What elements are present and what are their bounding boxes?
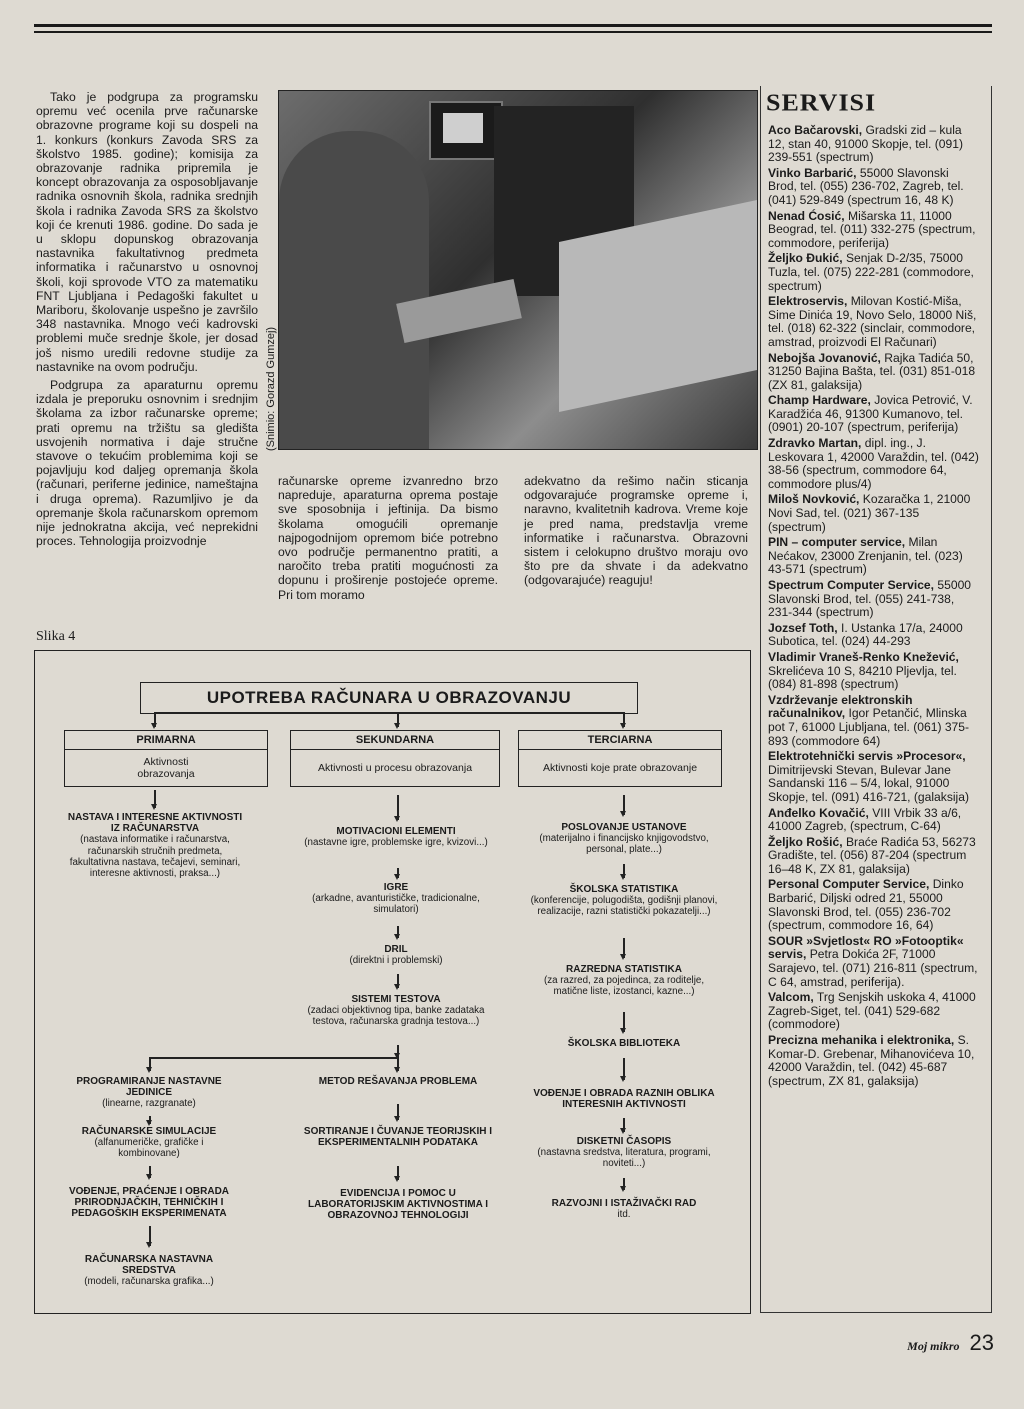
- servis-entry: [768, 651, 980, 692]
- arrow: [149, 1166, 151, 1178]
- servis-entry: [768, 750, 980, 804]
- arrow: [154, 712, 156, 727]
- servis-entry: [768, 210, 980, 251]
- servis-details: Trg Senjskih uskoka 4, 41000 Zagreb-Siget, tel. (041) 529-682 (commodore): [768, 990, 976, 1032]
- servis-entry: [768, 878, 980, 932]
- servis-details: Kozaračka 1, 21000 Novi Sad, tel. (021) 367-135 (spectrum): [768, 492, 971, 534]
- servis-entry: [768, 991, 980, 1032]
- servis-name: Valcom,: [768, 990, 814, 1005]
- servis-name: Zdravko Martan,: [768, 436, 862, 451]
- diagram-node: METOD REŠAVANJA PROBLEMA: [318, 1076, 478, 1087]
- servis-name: Personal Computer Service,: [768, 877, 930, 892]
- arrow: [397, 926, 399, 938]
- servis-name: Jozsef Toth,: [768, 620, 838, 635]
- servis-details: Skrelićeva 10 S, 84210 Pljevlja, tel. (084) 81-898 (spectrum): [768, 663, 957, 692]
- diagram-node: ŠKOLSKA BIBLIOTEKA: [567, 1038, 681, 1049]
- servis-name: Nebojša Jovanović,: [768, 350, 881, 365]
- connector: [149, 1057, 398, 1059]
- category-header: SEKUNDARNA: [291, 731, 499, 750]
- category-header: PRIMARNA: [65, 731, 267, 750]
- servis-details: Igor Petančić, Mlinska pot 7, 61000 Ljubljana, tel. (061) 375-893 (commodore 64): [768, 706, 970, 748]
- photo-credit: (Snimio: Gorazd Gumzej): [265, 326, 277, 451]
- servis-name: Vladimir Vraneš-Renko Knežević,: [768, 649, 959, 664]
- arrow: [149, 1057, 151, 1071]
- category-desc: Aktivnosti koje prate obrazovanje: [542, 762, 698, 774]
- servis-details: 55000 Slavonski Brod, tel. (055) 236-702, Zagreb, tel. (041) 529-849 (spectrum 16, 48 K): [768, 165, 964, 207]
- servis-details: Dinko Barbarić, Diljski odred 21, 55000 Slavonski Brod, tel. (055) 236-702 (spectrum, commodore 16, 64): [768, 877, 964, 933]
- arrow: [397, 974, 399, 988]
- servis-details: dipl. ing., J. Leskovara 1, 42000 Varaždin, tel. (042) 38-56 (spectrum, commodore 64, commodore plus/4): [768, 436, 979, 491]
- diagram-node: NASTAVA I INTERESNE AKTIVNOSTI IZ RAČUNARSTVA (nastava informatike i računarstva, računarskih stručnih predmeta, fakultativna nastava, tečajevi, seminari, interesne aktivnosti, praksa...): [67, 812, 243, 880]
- diagram-node: DRIL (direktni i problemski): [349, 944, 443, 967]
- diagram-node: SISTEMI TESTOVA (zadaci objektivnog tipa, banke zadataka testova, računarska gradnja testova...): [307, 994, 485, 1028]
- diagram-node: IGRE (arkadne, avanturističke, tradicionalne, simulatori): [312, 882, 480, 916]
- servis-entry: [768, 807, 980, 834]
- diagram-node: RAČUNARSKA NASTAVNA SREDSTVA (modeli, računarska grafika...): [84, 1254, 214, 1288]
- servis-name: Vzdrževanje elektronskih računalnikov,: [768, 692, 913, 721]
- arrow: [623, 938, 625, 958]
- servis-details: Petra Dokića 2F, 71000 Sarajevo, tel. (071) 216-811 (spectrum, C 64, amstrad, periferija).: [768, 947, 978, 989]
- category-primary: [64, 730, 268, 787]
- arrow: [623, 864, 625, 878]
- servis-entry: [768, 579, 980, 620]
- servis-name: Elektrotehnički servis »Procesor«,: [768, 749, 966, 764]
- servis-entry: [768, 694, 980, 748]
- servisi-list: [768, 124, 980, 1090]
- figure-caption: Slika 4: [36, 629, 76, 644]
- servis-name: PIN – computer service,: [768, 535, 906, 550]
- diagram-node: EVIDENCIJA I POMOC U LABORATORIJSKIM AKTIVNOSTIMA I OBRAZOVNOJ TEHNOLOGIJI: [308, 1188, 488, 1222]
- arrow: [623, 712, 625, 727]
- arrow: [397, 868, 399, 878]
- diagram-node: SORTIRANJE I ČUVANJE TEORIJSKIH I EKSPERIMENTALNIH PODATAKA: [303, 1126, 493, 1149]
- arrow: [397, 1057, 399, 1071]
- category-tertiary: [518, 730, 722, 787]
- category-desc: Aktivnosti obrazovanja: [137, 756, 195, 780]
- article-middle-column: računarske opreme izvanredno brzo napreduje, aparaturna oprema postaje sve sposobnija i jeftinija. Da bismo školama omogućili opremanje najpogodnijom opremom biće potrebno ovo područje permanentno pratiti, a naročito treba pratiti mogućnosti za dopunu i proširenje postojeće opreme. Pri tom moramo: [278, 474, 498, 602]
- diagram-node: RAČUNARSKE SIMULACIJE (alfanumeričke, grafičke i kombinovane): [81, 1126, 217, 1160]
- arrow: [623, 795, 625, 815]
- servis-name: Vinko Barbarić,: [768, 165, 857, 180]
- servis-entry: [768, 836, 980, 877]
- servis-name: Champ Hardware,: [768, 393, 871, 408]
- top-rule: [34, 24, 992, 27]
- article-right-column: adekvatno da rešimo način sticanja odgovarajuće programske opreme i, naravno, kvalitetnih kadrova. Vreme koje je pred nama, predstavlja vreme informatike i računarstva. Obrazovni sistem i celokupno društvo moraju ovo što pre da shvate i da adekvatno (odgovarajuće) reaguju!: [524, 474, 748, 588]
- servis-entry: [768, 295, 980, 349]
- servis-entry: [768, 252, 980, 293]
- arrow: [397, 795, 399, 820]
- article-paragraph: Tako je podgrupa za programsku opremu već ocenila prve računarske obrazovne programe koji su dospeli na 1. konkurs (konkurs Zavoda SRS za školstvo 1985. godine); komisija za obrazovanje radnika pripremila je koncept obrazovanja za osposobljavanje radnika osnovnih škola, radnika srednjih škola i radnika Zavoda SRS za školstvo koji će krenuti 1986. godine. Do sada je u sklopu dopunskog obrazovanja nastavnika fakultativnog predmeta informatika i računarstvo u osnovnoj školi, koji sprovode VTO za matematiku FNT Ljubljana i Pedagoški fakultet u Mariboru, školovanje uspešno je završilo 348 nastavnika. Mnogo veći kadrovski problemi muče srednje škole, jer dosad još nismo uredili redovne studije za nastavnike na ovom području.: [36, 90, 258, 374]
- servis-details: Jovica Petrović, V. Karadžića 46, 91300 Kumanovo, tel. (0901) 20-107 (spectrum, periferija): [768, 393, 973, 435]
- servis-entry: [768, 536, 980, 577]
- arrow: [149, 1226, 151, 1246]
- servis-details: Gradski zid – kula 12, stan 40, 91000 Skopje, tel. (091) 239-551 (spectrum): [768, 123, 963, 165]
- servis-name: Elektroservis,: [768, 294, 848, 309]
- category-secondary: [290, 730, 500, 787]
- diagram-node: VOĐENJE, PRAĆENJE I OBRADA PRIRODNJAČKIH, TEHNIČKIH I PEDAGOŠKIH EKSPERIMENATA: [68, 1186, 230, 1220]
- diagram-title: UPOTREBA RAČUNARA U OBRAZOVANJU: [140, 682, 638, 714]
- category-header: TERCIARNA: [519, 731, 721, 750]
- servis-details: I. Ustanka 17/a, 24000 Subotica, tel. (024) 44-293: [768, 620, 963, 649]
- servis-details: VIII Vrbik 33 a/6, 41000 Zagreb, (spectrum, C-64): [768, 805, 962, 834]
- servis-entry: [768, 935, 980, 989]
- servis-entry: [768, 352, 980, 393]
- page-number: 23: [969, 1330, 994, 1355]
- article-paragraph: Podgrupa za aparaturnu opremu izdala je preporuku osnovnim i srednjim školama za izbor računarske opreme; prati opremu na tržištu sa gledišta usvojenih normativa i daje stručne stavove o tekućim problemima koji se pojavljuju kod daljeg opremanja škola (računari, periferne jedinice, nameštajna i druga oprema). Razumljivo je da opremanje škola računarskom opremom nije jednokratna akcija, već neprekidni proces. Tehnologija proizvodnje: [36, 378, 258, 549]
- arrow: [154, 790, 156, 808]
- servis-details: 55000 Slavonski Brod, tel. (055) 241-738, 231-344 (spectrum): [768, 578, 972, 620]
- servis-details: S. Komar-D. Grebenar, Mihanovićeva 10, 42000 Varaždin, tel. (042) 45-687 (spectrum, ZX 81, galaksija): [768, 1033, 975, 1088]
- diagram-node: PROGRAMIRANJE NASTAVNE JEDINICE (linearne, razgranate): [76, 1076, 222, 1110]
- page-footer: [907, 1330, 994, 1356]
- servis-details: Braće Radića 53, 56273 Gradište, tel. (056) 87-204 (spectrum 16–48 K, ZX 81, galaksija): [768, 834, 976, 876]
- connector: [154, 712, 624, 714]
- diagram-node: MOTIVACIONI ELEMENTI (nastavne igre, problemske igre, kvizovi...): [304, 826, 488, 849]
- servis-name: Precizna mehanika i elektronika,: [768, 1033, 955, 1047]
- servisi-title: SERVISI: [766, 88, 877, 117]
- arrow: [397, 1166, 399, 1180]
- diagram-node: DISKETNI ČASOPIS (nastavna sredstva, literatura, programi, noviteti...): [537, 1136, 711, 1170]
- servis-entry: [768, 622, 980, 649]
- servis-name: Spectrum Computer Service,: [768, 578, 935, 592]
- servis-name: Anđelko Kovačić,: [768, 805, 869, 820]
- servis-details: Rajka Tadića 50, 31250 Bajina Bašta, tel. (031) 851-018 (ZX 81, galaksija): [768, 350, 976, 392]
- arrow: [623, 1058, 625, 1080]
- servis-details: Mišarska 11, 11000 Beograd, tel. (011) 332-275 (spectrum, commodore, periferija): [768, 208, 976, 250]
- magazine-name: Moj mikro: [907, 1339, 960, 1353]
- arrow: [397, 1104, 399, 1120]
- diagram-node: VOĐENJE I OBRADA RAZNIH OBLIKA INTERESNIH AKTIVNOSTI: [533, 1088, 715, 1111]
- arrow: [397, 712, 399, 727]
- servis-name: Miloš Novković,: [768, 492, 860, 507]
- arrow: [397, 1045, 399, 1057]
- article-left-column: [36, 90, 258, 553]
- top-rule-thin: [34, 31, 992, 33]
- servis-name: Aco Bačarovski,: [768, 123, 863, 137]
- arrow: [623, 1118, 625, 1132]
- servis-entry: [768, 437, 980, 491]
- photo-students-at-computers: [278, 90, 758, 450]
- servis-name: Željko Đukić,: [768, 251, 843, 266]
- servis-entry: [768, 124, 980, 165]
- servis-details: Senjak D-2/35, 75000 Tuzla, tel. (075) 222-281 (commodore, spectrum): [768, 251, 974, 293]
- servis-details: Dimitrijevski Stevan, Bulevar Jane Sandanski 116 – 5/4, lokal, 91000 Skopje, tel. (091) 416-721, (galaksija): [768, 762, 969, 804]
- arrow: [149, 1116, 151, 1124]
- diagram-node: RAZREDNA STATISTIKA (za razred, za pojedinca, za roditelje, matične liste, izostanci, kazne...): [543, 964, 705, 998]
- diagram-node: POSLOVANJE USTANOVE (materijalno i financijsko knjigovodstvo, personal, plate...): [539, 822, 709, 856]
- servis-name: SOUR »Svjetlost« RO »Fotooptik« servis,: [768, 933, 964, 962]
- servis-entry: [768, 394, 980, 435]
- servis-details: Milan Nećakov, 23000 Zrenjanin, tel. (023) 43-571 (spectrum): [768, 535, 963, 577]
- arrow: [623, 1012, 625, 1032]
- diagram-node: RAZVOJNI I ISTAŽIVAČKI RAD itd.: [551, 1198, 697, 1221]
- servis-entry: [768, 167, 980, 208]
- servis-details: Milovan Kostić-Miša, Sime Dinića 19, Novo Selo, 18000 Niš, tel. (018) 62-322 (sinclair, commodore, amstrad, proizvodi El Računari): [768, 294, 977, 349]
- servis-entry: [768, 493, 980, 534]
- arrow: [623, 1178, 625, 1190]
- servis-name: Željko Rošić,: [768, 834, 843, 849]
- servis-name: Nenad Ćosić,: [768, 208, 845, 223]
- servis-entry: [768, 1034, 980, 1088]
- diagram-node: ŠKOLSKA STATISTIKA (konferencije, polugodišta, godišnji planovi, realizacije, razni statistički pokazatelji...): [530, 884, 718, 918]
- category-desc: Aktivnosti u procesu obrazovanja: [317, 762, 473, 774]
